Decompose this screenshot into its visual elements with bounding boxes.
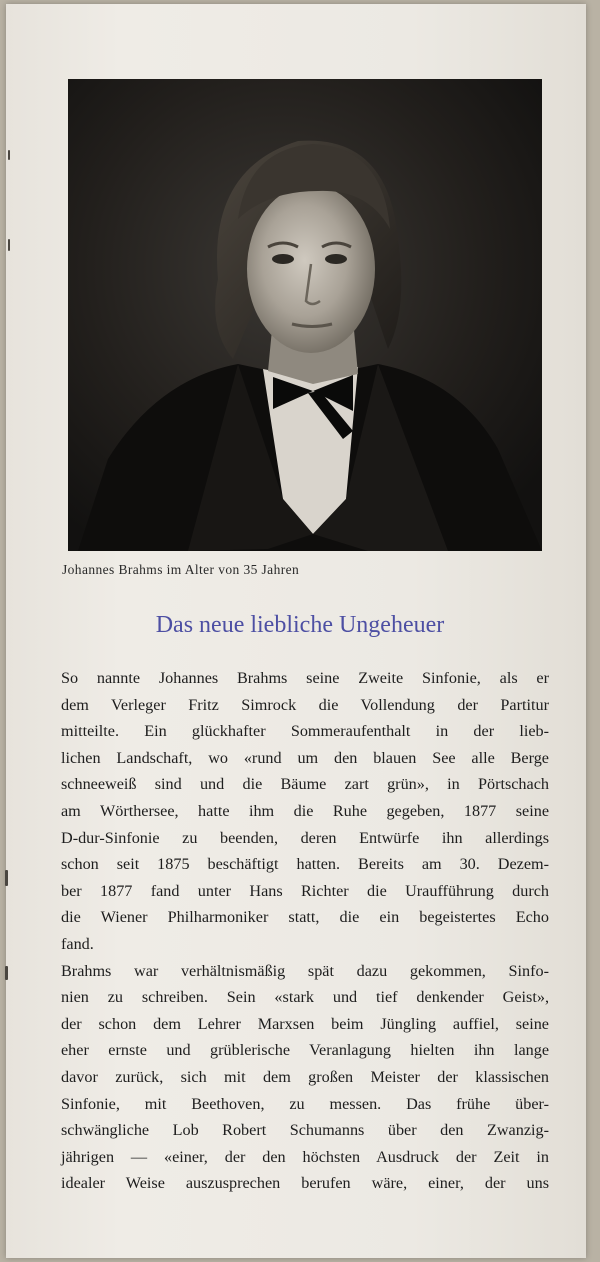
text-line: am Wörthersee, hatte ihm die Ruhe gegeben, 1877 seine [61,801,549,820]
photo-caption: Johannes Brahms im Alter von 35 Jahren [62,562,300,577]
binding-mark [8,150,10,160]
body-text [61,665,549,1197]
text-line: So nannte Johannes Brahms seine Zweite Sinfonie, als er [61,669,549,687]
text-line: schneeweiß sind und die Bäume zart grün», in Pörtschach [61,775,549,794]
text-line: mitteilte. Ein glückhafter Sommeraufenthalt in der lieb- [61,722,549,741]
paragraph [61,958,549,1197]
text-line: ber 1877 fand unter Hans Richter die Uraufführung durch [61,881,549,900]
text-line: die Wiener Philharmoniker statt, die ein begeistertes Echo [61,908,549,927]
binding-mark [5,966,8,980]
text-line: D-dur-Sinfonie zu beenden, deren Entwürfe ihn allerdings [61,828,549,847]
text-line: eher ernste und grüblerische Veranlagung hielten ihn lange [61,1041,549,1060]
text-line: Brahms war verhältnismäßig spät dazu gekommen, Sinfo- [61,961,549,980]
paragraph [61,665,549,958]
text-line: idealer Weise auszusprechen berufen wäre, einer, der uns [61,1174,549,1193]
binding-mark [8,239,10,251]
text-line: dem Verleger Fritz Simrock die Vollendung der Partitur [61,695,549,714]
text-line: Sinfonie, mit Beethoven, zu messen. Das frühe über- [61,1094,549,1113]
text-line: der schon dem Lehrer Marxsen beim Jüngling auffiel, seine [61,1014,549,1033]
text-line: davor zurück, sich mit dem großen Meister der klassischen [61,1067,549,1086]
portrait-illustration [68,79,542,551]
section-heading: Das neue liebliche Ungeheuer [155,612,445,638]
text-line: jährigen — «einer, der den höchsten Ausdruck der Zeit in [61,1147,549,1166]
portrait-photo [68,79,542,551]
text-line: schwängliche Lob Robert Schumanns über den Zwanzig- [61,1121,549,1140]
text-line: lichen Landschaft, wo «rund um den blauen See alle Berge [61,748,549,767]
text-line: fand. [61,934,94,953]
text-line: schon seit 1875 beschäftigt hatten. Bereits am 30. Dezem- [61,855,549,874]
text-line: nien zu schreiben. Sein «stark und tief denkender Geist», [61,988,549,1007]
binding-mark [5,870,8,886]
